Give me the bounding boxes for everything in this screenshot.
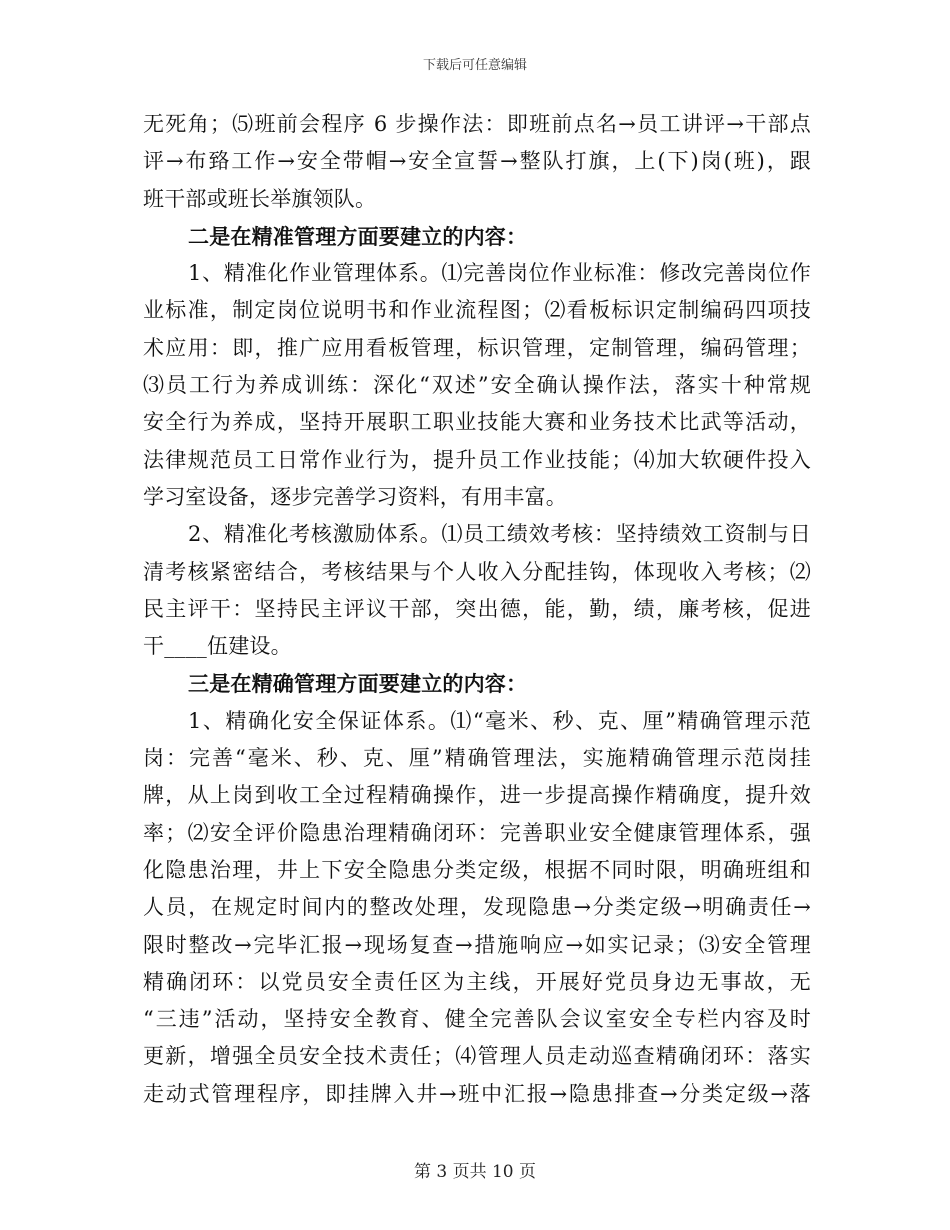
body-line: 限时整改→完毕汇报→现场复查→措施响应→如实记录；⑶安全管理 <box>143 932 811 957</box>
body-line: 岗：完善“毫米、秒、克、厘”精确管理法，实施精确管理示范岗挂 <box>143 746 811 771</box>
body-line: 1、精确化安全保证体系。⑴“毫米、秒、克、厘”精确管理示范 <box>188 708 811 733</box>
page-footer: 第 3 页共 10 页 <box>413 1162 537 1182</box>
body-line: 安全行为养成，坚持开展职工职业技能大赛和业务技术比武等活动， <box>143 410 811 435</box>
body-line: 学习室设备，逐步完善学习资料，有用丰富。 <box>143 484 567 509</box>
body-line: 民主评干：坚持民主评议干部，突出德，能，勤，绩，廉考核，促进 <box>143 596 811 621</box>
body-line: 清考核紧密结合，考核结果与个人收入分配挂钩，体现收入考核；⑵ <box>143 559 811 584</box>
document-body <box>143 106 811 1113</box>
body-line: 精确闭环：以党员安全责任区为主线，开展好党员身边无事故，无 <box>143 969 811 994</box>
page-header: 下载后可任意编辑 <box>422 58 527 73</box>
body-line: 走动式管理程序，即挂牌入井→班中汇报→隐患排查→分类定级→落 <box>143 1081 811 1106</box>
body-line: 1、精准化作业管理体系。⑴完善岗位作业标准：修改完善岗位作 <box>188 261 811 286</box>
body-line: 更新，增强全员安全技术责任；⑷管理人员走动巡查精确闭环：落实 <box>143 1044 811 1069</box>
body-line: 干____伍建设。 <box>143 634 292 659</box>
body-line: 牌，从上岗到收工全过程精确操作，进一步提高操作精确度，提升效 <box>143 783 811 808</box>
section-heading: 三是在精确管理方面要建立的内容： <box>188 671 528 697</box>
body-line: ⑶员工行为养成训练：深化“双述”安全确认操作法，落实十种常规 <box>143 373 811 398</box>
body-line: 化隐患治理，井上下安全隐患分类定级，根据不同时限，明确班组和 <box>143 857 811 882</box>
body-line: 业标准，制定岗位说明书和作业流程图；⑵看板标识定制编码四项技 <box>143 298 811 323</box>
body-line: 班干部或班长举旗领队。 <box>143 186 377 211</box>
body-line: 2、精准化考核激励体系。⑴员工绩效考核：坚持绩效工资制与日 <box>188 522 811 547</box>
body-line: 评→布臵工作→安全带帽→安全宣誓→整队打旗，上(下)岗(班)，跟 <box>143 149 811 174</box>
body-line: 无死角；⑸班前会程序 6 步操作法：即班前点名→员工讲评→干部点 <box>143 112 811 136</box>
section-heading: 二是在精准管理方面要建立的内容： <box>188 223 528 249</box>
body-line: 率；⑵安全评价隐患治理精确闭环：完善职业安全健康管理体系，强 <box>143 820 811 845</box>
body-line: “三违”活动，坚持安全教育、健全完善队会议室安全专栏内容及时 <box>143 1007 811 1032</box>
body-line: 法律规范员工日常作业行为，提升员工作业技能；⑷加大软硬件投入 <box>143 447 811 472</box>
body-line: 术应用：即，推广应用看板管理，标识管理，定制管理，编码管理； <box>143 335 811 360</box>
body-line: 人员，在规定时间内的整改处理，发现隐患→分类定级→明确责任→ <box>143 895 811 920</box>
